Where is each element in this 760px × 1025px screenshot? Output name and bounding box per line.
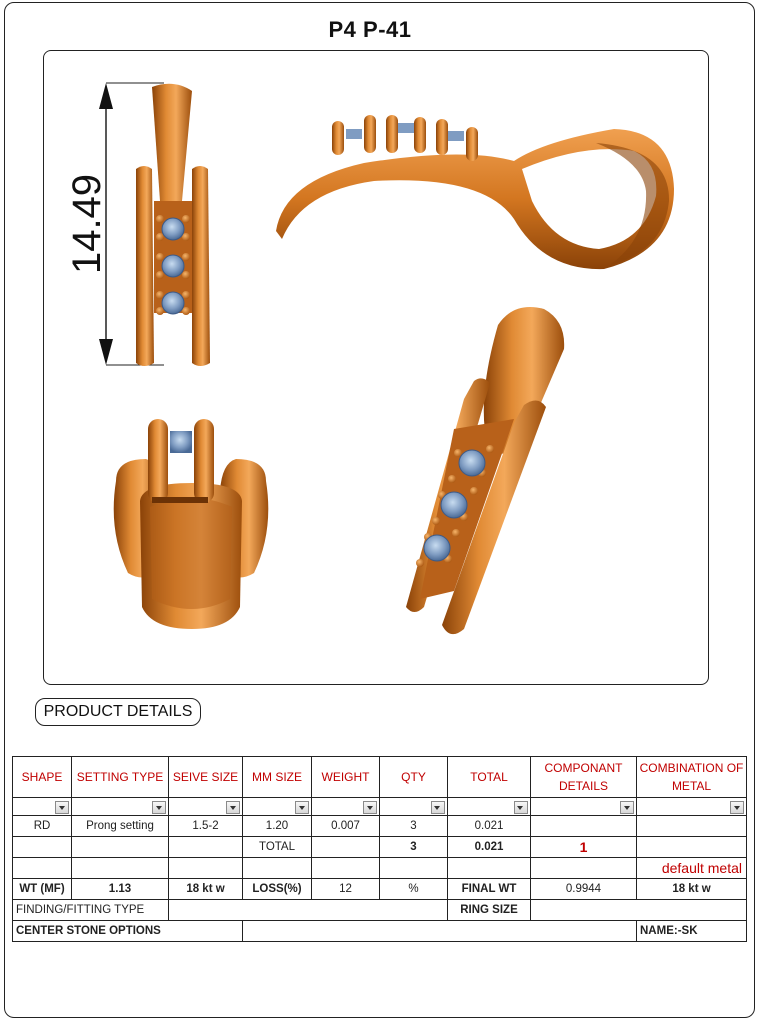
total-row <box>13 837 747 858</box>
final-metal: 18 kt w <box>637 879 747 900</box>
header-mm-size: MM SIZE <box>243 757 312 798</box>
finding-row <box>13 900 747 921</box>
cell-sieve: 1.5-2 <box>169 816 243 837</box>
default-metal-note: default metal <box>637 858 747 879</box>
header-qty: QTY <box>380 757 448 798</box>
header-sieve-size: SEIVE SIZE <box>169 757 243 798</box>
page-title: P4 P-41 <box>328 17 412 42</box>
total-qty: 3 <box>380 837 448 858</box>
wt-mf-value: 1.13 <box>72 879 169 900</box>
filter-row <box>13 798 747 816</box>
wt-mf-label: WT (MF) <box>13 879 72 900</box>
cell-qty: 3 <box>380 816 448 837</box>
header-setting-type: SETTING TYPE <box>72 757 169 798</box>
back-view <box>114 419 269 629</box>
loss-label: LOSS(%) <box>243 879 312 900</box>
total-value: 0.021 <box>448 837 531 858</box>
finding-fitting-label: FINDING/FITTING TYPE <box>13 900 169 921</box>
filter-active-total-icon[interactable] <box>514 801 528 814</box>
filter-dropdown-setting-type[interactable] <box>152 801 166 814</box>
filter-dropdown-metal[interactable] <box>730 801 744 814</box>
loss-value: 12 <box>312 879 380 900</box>
final-wt-value: 0.9944 <box>531 879 637 900</box>
center-stone-row <box>13 921 747 942</box>
perspective-view <box>406 307 564 634</box>
product-details-label: PRODUCT DETAILS <box>35 698 201 726</box>
table-row <box>13 816 747 837</box>
component-count: 1 <box>531 837 637 858</box>
cell-setting: Prong setting <box>72 816 169 837</box>
metal-note-row <box>13 858 747 879</box>
header-row <box>13 757 747 798</box>
front-view <box>65 83 210 366</box>
drawing-frame <box>43 50 709 685</box>
name-label: NAME:-SK <box>637 921 747 942</box>
dimension-label: 14.49 <box>65 173 109 275</box>
header-shape: SHAPE <box>13 757 72 798</box>
header-weight: WEIGHT <box>312 757 380 798</box>
filter-dropdown-mm-size[interactable] <box>295 801 309 814</box>
filter-dropdown-weight[interactable] <box>363 801 377 814</box>
ring-size-label: RING SIZE <box>448 900 531 921</box>
header-component-details: COMPONANT DETAILS <box>531 757 637 798</box>
final-wt-label: FINAL WT <box>448 879 531 900</box>
cell-shape: RD <box>13 816 72 837</box>
cell-total: 0.021 <box>448 816 531 837</box>
filter-active-qty-icon[interactable] <box>431 801 445 814</box>
cell-weight: 0.007 <box>312 816 380 837</box>
filter-dropdown-component[interactable] <box>620 801 634 814</box>
center-stone-options-label: CENTER STONE OPTIONS <box>13 921 243 942</box>
percent-sign: % <box>380 879 448 900</box>
header-combination-of-metal: COMBINATION OF METAL <box>637 757 747 798</box>
filter-dropdown-sieve-size[interactable] <box>226 801 240 814</box>
side-view <box>276 115 674 269</box>
product-details-table <box>12 756 747 942</box>
total-label: TOTAL <box>243 837 312 858</box>
filter-dropdown-shape[interactable] <box>55 801 69 814</box>
pendant-drawing <box>44 51 709 685</box>
header-total: TOTAL <box>448 757 531 798</box>
weight-row <box>13 879 747 900</box>
wt-metal: 18 kt w <box>169 879 243 900</box>
cell-mm: 1.20 <box>243 816 312 837</box>
